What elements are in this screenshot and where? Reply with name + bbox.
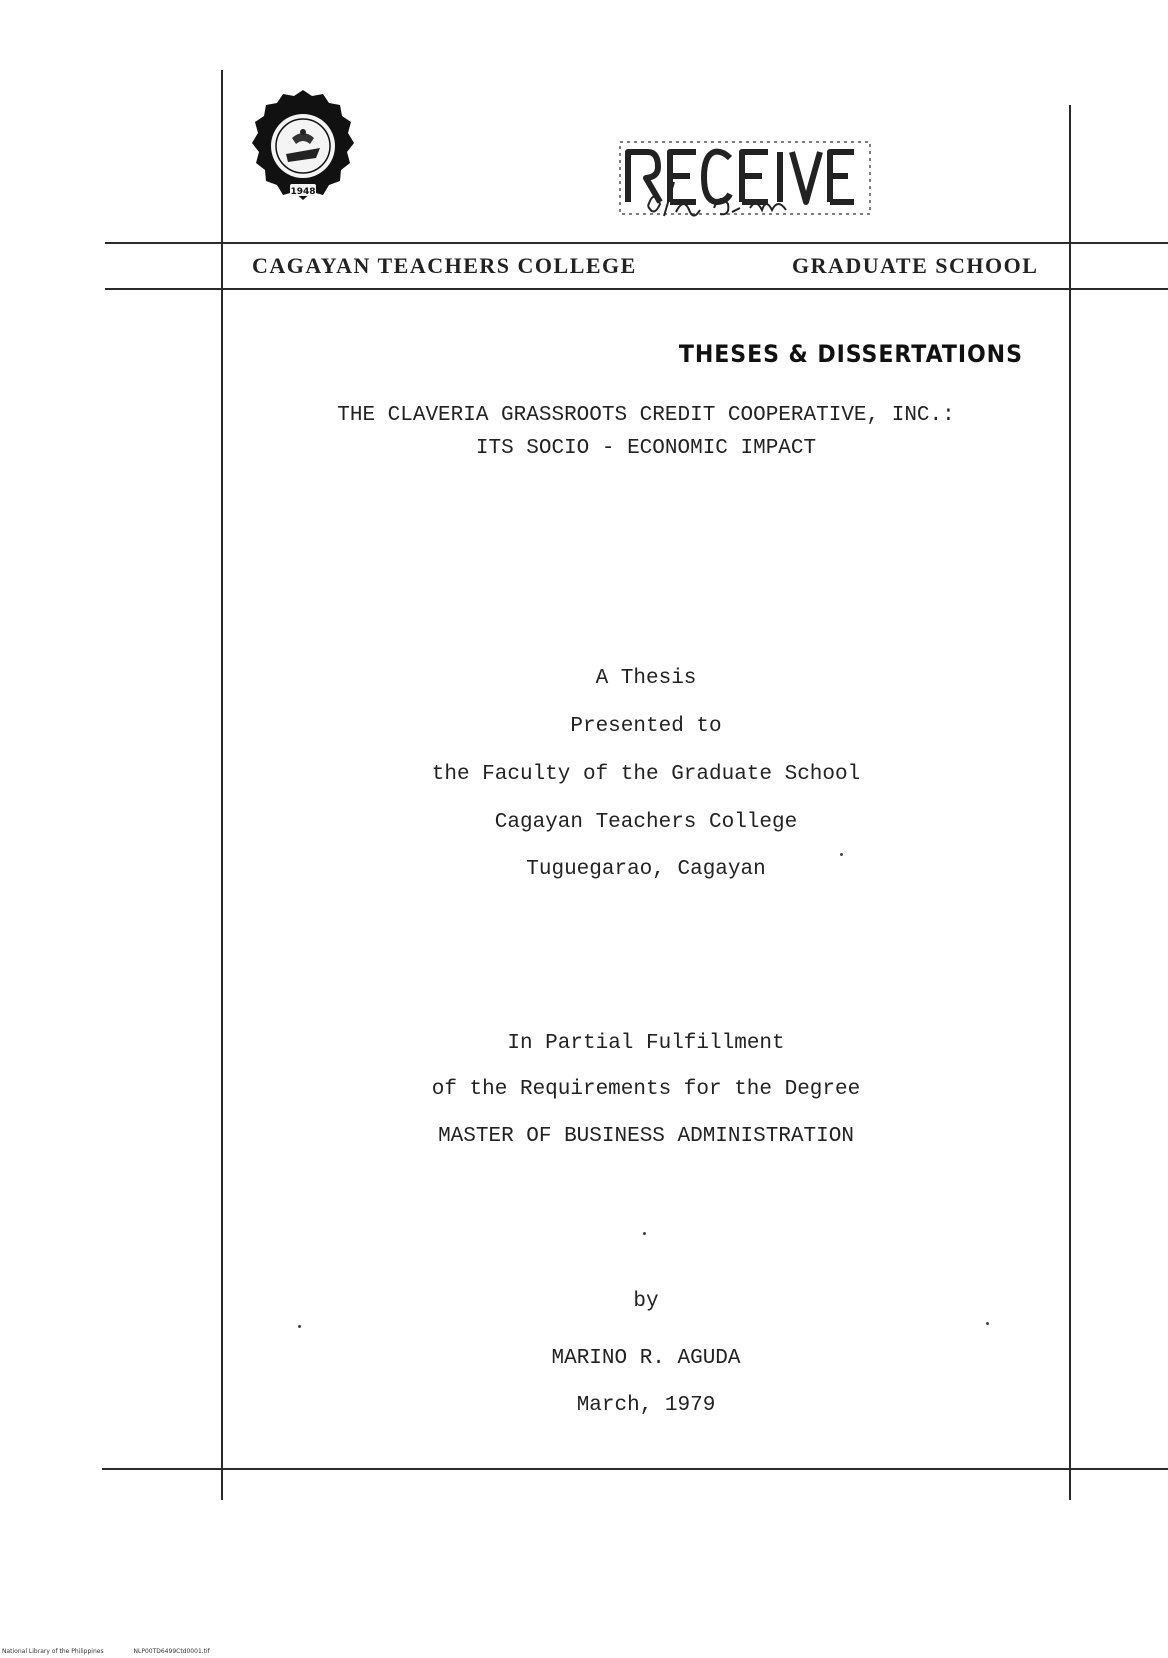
scan-speck bbox=[298, 1325, 301, 1328]
college-line: Cagayan Teachers College bbox=[494, 811, 798, 834]
presented-to: Presented to bbox=[570, 715, 722, 738]
footer-filename: NLP00TD6499Ctd0001.tif bbox=[133, 1648, 210, 1655]
scan-footer bbox=[2, 1648, 238, 1655]
scan-speck bbox=[986, 1322, 989, 1325]
scan-speck bbox=[643, 1232, 646, 1235]
header-school-name: GRADUATE SCHOOL bbox=[792, 253, 1039, 278]
bottom-rule bbox=[102, 1468, 1168, 1470]
scan-speck bbox=[840, 853, 843, 856]
submission-date: March, 1979 bbox=[576, 1394, 716, 1417]
svg-text:1948: 1948 bbox=[290, 187, 316, 197]
degree-line: MASTER OF BUSINESS ADMINISTRATION bbox=[438, 1125, 854, 1148]
theses-banner: THESES & DISSERTATIONS bbox=[679, 340, 1023, 368]
title-line-1: THE CLAVERIA GRASSROOTS CREDIT COOPERATIVE, INC.: bbox=[337, 404, 955, 427]
header-college-name: CAGAYAN TEACHERS COLLEGE bbox=[252, 253, 637, 278]
location-line: Tuguegarao, Cagayan bbox=[526, 858, 766, 881]
header-underline bbox=[105, 288, 1168, 290]
author-name: MARINO R. AGUDA bbox=[551, 1347, 741, 1370]
footer-library: National Library of the Philippines bbox=[2, 1648, 104, 1655]
college-seal-icon bbox=[242, 88, 364, 218]
requirements-line: of the Requirements for the Degree bbox=[431, 1078, 861, 1101]
title-line-2: ITS SOCIO - ECONOMIC IMPACT bbox=[475, 437, 817, 460]
handwritten-note-icon bbox=[640, 168, 840, 228]
by-label: by bbox=[633, 1290, 659, 1313]
top-rule bbox=[105, 242, 1168, 244]
faculty-line: the Faculty of the Graduate School bbox=[431, 763, 861, 786]
thesis-label: A Thesis bbox=[595, 667, 697, 690]
fulfillment-line: In Partial Fulfillment bbox=[507, 1032, 785, 1055]
